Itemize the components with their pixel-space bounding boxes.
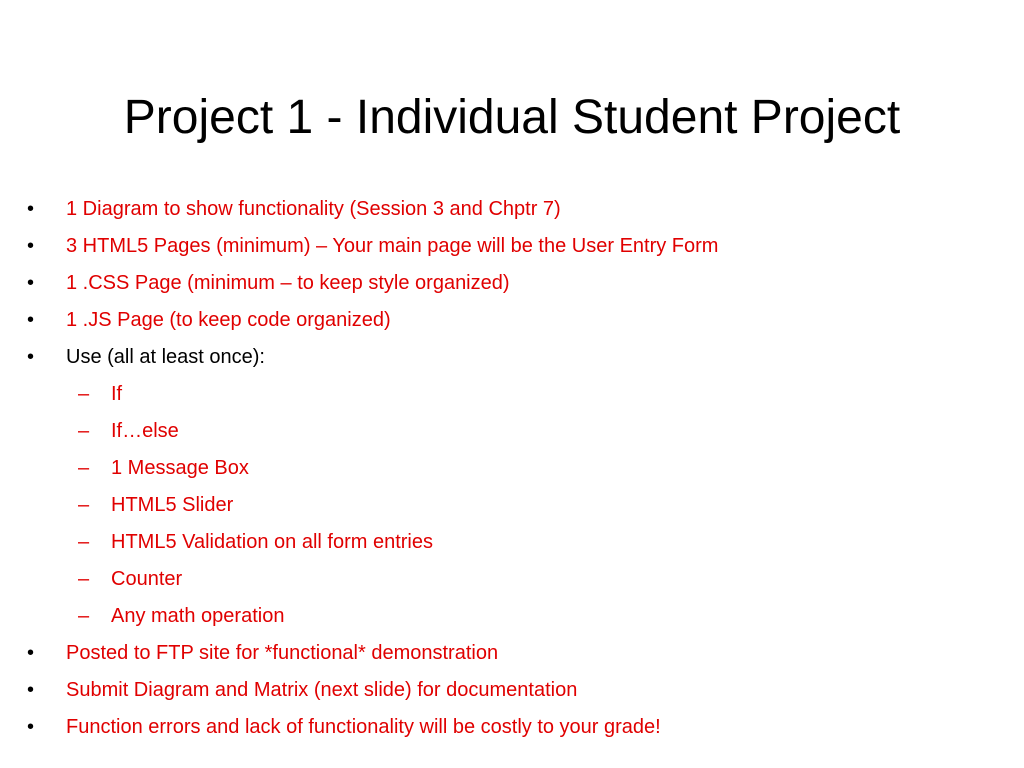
sub-bullet-text: HTML5 Slider — [111, 494, 234, 516]
sub-bullet-text: HTML5 Validation on all form entries — [111, 531, 433, 553]
bullet-marker: • — [27, 679, 35, 701]
list-item — [0, 302, 1000, 339]
bullet-marker: • — [27, 642, 35, 664]
dash-marker: – — [78, 383, 90, 405]
sub-list-item — [0, 524, 1000, 561]
bullet-text: 3 HTML5 Pages (minimum) – Your main page will be the User Entry Form — [66, 235, 719, 257]
dash-marker: – — [78, 494, 90, 516]
sub-list-item — [0, 598, 1000, 635]
sub-list-item — [0, 487, 1000, 524]
dash-marker: – — [78, 457, 90, 479]
bullet-text: Submit Diagram and Matrix (next slide) for documentation — [66, 679, 578, 701]
bullet-marker: • — [27, 198, 35, 220]
list-item — [0, 228, 1000, 265]
bullet-marker: • — [27, 272, 35, 294]
list-item — [0, 191, 1000, 228]
sub-list-item — [0, 376, 1000, 413]
bullet-marker: • — [27, 309, 35, 331]
bullet-marker: • — [27, 716, 35, 738]
sub-bullet-text: If…else — [111, 420, 179, 442]
list-item — [0, 709, 1000, 746]
list-item — [0, 339, 1000, 376]
sub-bullet-text: Counter — [111, 568, 183, 590]
sub-bullet-text: If — [111, 383, 123, 405]
sub-list-item — [0, 450, 1000, 487]
bullet-text: 1 .JS Page (to keep code organized) — [66, 309, 391, 331]
bullet-text: 1 Diagram to show functionality (Session 3 and Chptr 7) — [66, 198, 561, 220]
bullet-text: Use (all at least once): — [66, 346, 265, 368]
sub-bullet-text: Any math operation — [111, 605, 285, 627]
dash-marker: – — [78, 531, 90, 553]
slide-title: Project 1 - Individual Student Project — [123, 91, 901, 144]
sub-list-item — [0, 413, 1000, 450]
bullet-marker: • — [27, 235, 35, 257]
sub-list-item — [0, 561, 1000, 598]
bullet-list — [0, 191, 1000, 746]
dash-marker: – — [78, 605, 90, 627]
dash-marker: – — [78, 568, 90, 590]
list-item — [0, 635, 1000, 672]
list-item — [0, 672, 1000, 709]
list-item — [0, 265, 1000, 302]
bullet-text: Posted to FTP site for *functional* demonstration — [66, 642, 499, 664]
sub-bullet-text: 1 Message Box — [111, 457, 249, 479]
bullet-text: 1 .CSS Page (minimum – to keep style organized) — [66, 272, 510, 294]
dash-marker: – — [78, 420, 90, 442]
bullet-text: Function errors and lack of functionality will be costly to your grade! — [66, 716, 661, 738]
bullet-marker: • — [27, 346, 35, 368]
